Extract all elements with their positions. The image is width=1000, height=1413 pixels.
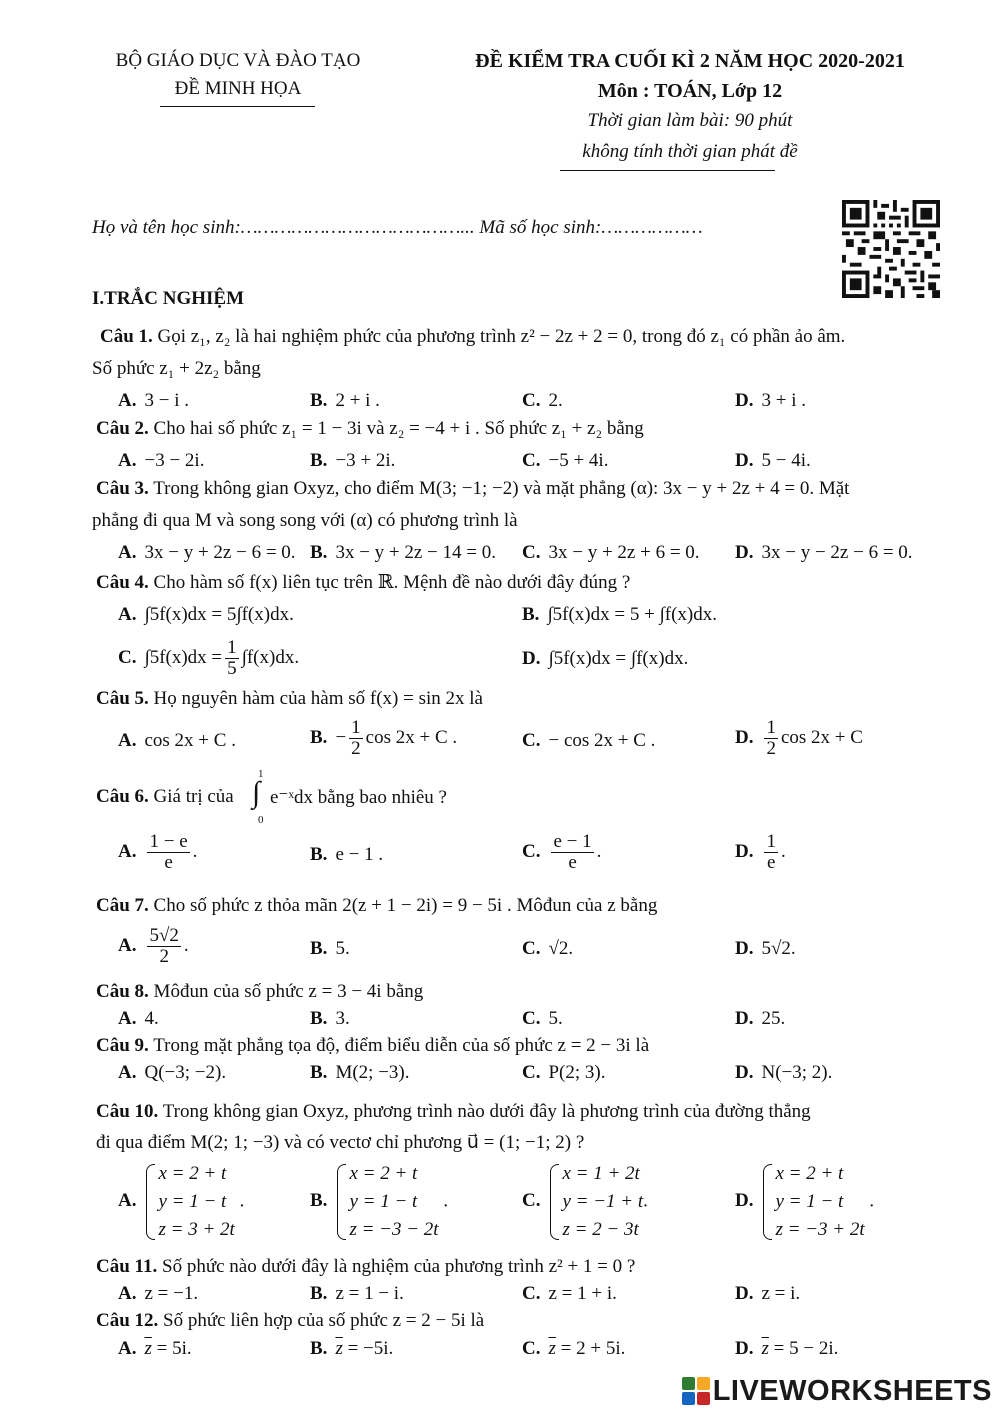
- liveworksheets-icon: [682, 1377, 710, 1405]
- option-a[interactable]: A. 3 − i .: [118, 390, 189, 411]
- option-text: ∫5f(x)dx = ∫f(x)dx.: [548, 648, 689, 669]
- question-text: Trong mặt phẳng tọa độ, điểm biểu diễn của số phức z = 2 − 3i là: [153, 1035, 650, 1056]
- option-text: P(2; 3).: [548, 1062, 606, 1083]
- option-text: 3 + i .: [761, 390, 806, 411]
- question-label: Câu 6.: [96, 786, 149, 807]
- ministry-name: BỘ GIÁO DỤC VÀ ĐÀO TẠO: [115, 50, 361, 71]
- option-text: z = 1 − i.: [335, 1283, 404, 1304]
- option-text: ∫5f(x)dx = 5 + ∫f(x)dx.: [547, 604, 717, 625]
- question-7: [96, 895, 657, 917]
- option-b[interactable]: B. e − 1 .: [310, 844, 384, 865]
- option-text: −3 + 2i.: [335, 450, 396, 471]
- option-c[interactable]: C. √2.: [522, 938, 574, 959]
- question-label: Câu 3.: [96, 478, 149, 499]
- option-text: z = −1.: [144, 1283, 199, 1304]
- question-label: Câu 1.: [100, 326, 153, 347]
- option-text: N(−3; 2).: [761, 1062, 833, 1083]
- question-label: Câu 8.: [96, 981, 149, 1002]
- option-text: 5.: [335, 938, 350, 959]
- option-a[interactable]: A. cos 2x + C .: [118, 730, 236, 751]
- option-text: z = i.: [761, 1283, 801, 1304]
- time-note: không tính thời gian phát đề: [582, 141, 798, 162]
- question-6-rest: e⁻ˣdx bằng bao nhiêu ?: [270, 787, 447, 808]
- option-text: 3x − y − 2z − 6 = 0.: [761, 542, 913, 563]
- option-a[interactable]: A. 4.: [118, 1008, 159, 1029]
- option-text: e − 1 .: [335, 844, 384, 865]
- question-10: [96, 1101, 811, 1123]
- question-text: Cho hai số phức z₁ = 1 − 3i và z₂ = −4 + i . Số phức z₁ + z₂ bằng: [153, 418, 644, 439]
- option-text: −5 + 4i.: [548, 450, 609, 471]
- option-c[interactable]: C. − cos 2x + C .: [522, 730, 656, 751]
- fraction: $\frac{e - 1}{e}$: [553, 831, 592, 873]
- question-label: Câu 9.: [96, 1035, 149, 1056]
- question-12: [96, 1310, 484, 1332]
- question-text: Số phức liên hợp của số phức z = 2 − 5i là: [163, 1310, 485, 1331]
- sample-text: ĐỀ MINH HỌA: [174, 78, 302, 99]
- option-c[interactable]: C. P(2; 3).: [522, 1062, 606, 1083]
- option-b[interactable]: B. − $\frac{1}{2}$ cos 2x + C .: [310, 717, 458, 759]
- option-a[interactable]: A. $\frac{1 - e}{e}$ .: [118, 831, 198, 873]
- question-1-cont: Số phức z₁ + 2z₂ bằng: [92, 358, 261, 379]
- option-d[interactable]: D. 3 + i .: [735, 390, 806, 411]
- equation-system: x = 1 + 2t y = −1 + t z = 2 − 3t: [548, 1160, 643, 1244]
- time-line: Thời gian làm bài: 90 phút: [587, 110, 793, 131]
- question-4: [96, 571, 630, 594]
- option-d[interactable]: D. 5 − 4i.: [735, 450, 811, 471]
- question-label: Câu 11.: [96, 1256, 158, 1277]
- option-b[interactable]: B. $\overline{z} = -5i$.: [310, 1338, 394, 1359]
- option-text: cos 2x + C .: [144, 730, 236, 751]
- option-text: Q(−3; −2).: [144, 1062, 227, 1083]
- option-text: − cos 2x + C .: [548, 730, 656, 751]
- option-c[interactable]: C. 3x − y + 2z + 6 = 0.: [522, 542, 700, 563]
- question-9: [96, 1035, 649, 1057]
- option-a[interactable]: A. Q(−3; −2).: [118, 1062, 227, 1083]
- question-text: Số phức nào dưới đây là nghiệm của phương trình z² + 1 = 0 ?: [162, 1256, 636, 1277]
- fraction: $\frac{1}{2}$: [766, 717, 776, 759]
- fraction: $\frac{1 - e}{e}$: [149, 831, 188, 873]
- liveworksheets-logo[interactable]: [682, 1374, 992, 1408]
- option-a[interactable]: A. $\frac{5√2}{2}$ .: [118, 925, 189, 967]
- option-a[interactable]: A. −3 − 2i.: [118, 450, 205, 471]
- option-d[interactable]: D. x = 2 + t y = 1 − t z = −3 + 2t .: [735, 1160, 874, 1244]
- integral-upper: 1: [258, 768, 264, 780]
- question-text: Gọi z₁, z₂ là hai nghiệm phức của phương trình z² − 2z + 2 = 0, trong đó z₁ có phần ảo âm.: [157, 326, 846, 347]
- fraction: $\frac{1}{5}$: [227, 637, 237, 679]
- exam-title: ĐỀ KIỂM TRA CUỐI KÌ 2 NĂM HỌC 2020-2021: [475, 50, 905, 72]
- option-a[interactable]: A. x = 2 + t y = 1 − t z = 3 + 2t .: [118, 1160, 244, 1244]
- question-text: Trong không gian Oxyz, phương trình nào dưới đây là phương trình của đường thẳng: [162, 1101, 811, 1122]
- option-b[interactable]: B. 5.: [310, 938, 350, 959]
- option-c[interactable]: C. z = 1 + i.: [522, 1283, 617, 1304]
- option-b[interactable]: B. 3x − y + 2z − 14 = 0.: [310, 542, 496, 563]
- question-5: [96, 688, 483, 710]
- option-d[interactable]: D. $\frac{1}{2}$ cos 2x + C: [735, 717, 863, 759]
- option-text: 5 − 4i.: [761, 450, 811, 471]
- section-title: I.TRẮC NGHIỆM: [92, 288, 245, 309]
- question-text: Môđun của số phức z = 3 − 4i bằng: [153, 981, 424, 1002]
- integral-lower: 0: [258, 814, 264, 826]
- option-d[interactable]: D. ∫5f(x)dx = ∫f(x)dx.: [522, 648, 689, 669]
- option-text: 3 − i .: [144, 390, 189, 411]
- option-text: 3x − y + 2z + 6 = 0.: [548, 542, 700, 563]
- option-a[interactable]: A. $\overline{z} = 5i$.: [118, 1338, 192, 1359]
- option-text: 3x − y + 2z − 6 = 0.: [144, 542, 296, 563]
- fraction: $\frac{1}{e}$: [766, 831, 776, 873]
- subject-line: Môn : TOÁN, Lớp 12: [597, 80, 783, 102]
- option-d[interactable]: D. 3x − y − 2z − 6 = 0.: [735, 542, 913, 563]
- brand-name: LIVEWORKSHEETS: [712, 1374, 992, 1407]
- option-b[interactable]: B. 2 + i .: [310, 390, 380, 411]
- option-text: 5√2.: [761, 938, 796, 959]
- option-d[interactable]: D. 5√2.: [735, 938, 796, 959]
- question-10-cont: đi qua điểm M(2; 1; −3) và có vectơ chỉ phương u⃗ = (1; −1; 2) ?: [96, 1132, 585, 1153]
- option-d[interactable]: D. N(−3; 2).: [735, 1062, 833, 1083]
- option-c[interactable]: C. ∫5f(x)dx = $\frac{1}{5}$ ∫f(x)dx.: [118, 637, 300, 679]
- option-d[interactable]: D. $\overline{z} = 5 - 2i$.: [735, 1338, 839, 1359]
- option-d[interactable]: D. 25.: [735, 1008, 786, 1029]
- question-label: Câu 4.: [96, 572, 149, 593]
- header-divider-left: [160, 106, 315, 107]
- question-text: Cho số phức z thỏa mãn 2(z + 1 − 2i) = 9 − 5i . Môđun của z bằng: [153, 895, 658, 916]
- option-a[interactable]: A. ∫5f(x)dx = 5∫f(x)dx.: [118, 604, 294, 625]
- option-text: 2 + i .: [335, 390, 380, 411]
- option-c[interactable]: C. $\frac{e - 1}{e}$ .: [522, 831, 602, 873]
- question-2: [96, 418, 644, 440]
- option-b[interactable]: B. ∫5f(x)dx = 5 + ∫f(x)dx.: [522, 604, 717, 625]
- option-text: 2.: [548, 390, 563, 411]
- integral-sign: ∫: [252, 776, 261, 809]
- option-c[interactable]: C. 5.: [522, 1008, 563, 1029]
- fraction: $\frac{1}{2}$: [351, 717, 361, 759]
- option-text: 3x − y + 2z − 14 = 0.: [335, 542, 496, 563]
- question-label: Câu 2.: [96, 418, 149, 439]
- equation-system: x = 2 + t y = 1 − t z = −3 − 2t: [335, 1160, 438, 1244]
- option-c[interactable]: C. 2.: [522, 390, 563, 411]
- option-d[interactable]: D. $\frac{1}{e}$ .: [735, 831, 786, 873]
- option-d[interactable]: D. z = i.: [735, 1283, 801, 1304]
- option-b[interactable]: B. M(2; −3).: [310, 1062, 410, 1083]
- option-text: 3.: [335, 1008, 350, 1029]
- question-label: Câu 5.: [96, 688, 149, 709]
- option-a[interactable]: A. 3x − y + 2z − 6 = 0.: [118, 542, 296, 563]
- option-b[interactable]: B. z = 1 − i.: [310, 1283, 404, 1304]
- option-c[interactable]: C. $\overline{z} = 2 + 5i$.: [522, 1338, 626, 1359]
- option-text: 4.: [144, 1008, 159, 1029]
- question-text: Họ nguyên hàm của hàm số f(x) = sin 2x là: [153, 688, 483, 709]
- option-text: ∫5f(x)dx = 5∫f(x)dx.: [144, 604, 294, 625]
- option-text: 5.: [548, 1008, 563, 1029]
- qr-code: [842, 200, 940, 298]
- fraction: $\frac{5√2}{2}$: [149, 925, 179, 967]
- question-label: Câu 12.: [96, 1310, 159, 1331]
- question-6: Câu 6. Giá trị của: [96, 786, 234, 807]
- question-3-cont: phẳng đi qua M và song song với (α) có phương trình là: [92, 510, 518, 531]
- question-label: Câu 10.: [96, 1101, 159, 1122]
- question-8: [96, 981, 423, 1003]
- question-11: [96, 1256, 635, 1278]
- option-b[interactable]: B. −3 + 2i.: [310, 450, 396, 471]
- option-c[interactable]: C. −5 + 4i.: [522, 450, 609, 471]
- header-divider-right: [560, 170, 775, 171]
- option-text: −3 − 2i.: [144, 450, 205, 471]
- option-text: z = 1 + i.: [548, 1283, 617, 1304]
- question-1: [100, 326, 845, 348]
- question-label: Câu 7.: [96, 895, 149, 916]
- option-text: √2.: [548, 938, 574, 959]
- option-text: M(2; −3).: [335, 1062, 410, 1083]
- sample-label: [88, 78, 388, 100]
- option-c[interactable]: C. x = 1 + 2t y = −1 + t z = 2 − 3t .: [522, 1160, 648, 1244]
- question-text: Cho hàm số f(x) liên tục trên ℝ. Mệnh đề nào dưới đây đúng ?: [153, 572, 631, 593]
- option-b[interactable]: B. 3.: [310, 1008, 350, 1029]
- option-b[interactable]: B. x = 2 + t y = 1 − t z = −3 − 2t .: [310, 1160, 448, 1244]
- question-3: [96, 478, 849, 500]
- option-a[interactable]: A. z = −1.: [118, 1283, 199, 1304]
- question-text: Trong không gian Oxyz, cho điểm M(3; −1; −2) và mặt phẳng (α): 3x − y + 2z + 4 = 0. Mặt: [153, 478, 850, 499]
- student-info-line: Họ và tên học sinh:…………………………………... Mã số học sinh:………………: [92, 217, 703, 238]
- equation-system: x = 2 + t y = 1 − t z = 3 + 2t: [144, 1160, 234, 1244]
- equation-system: x = 2 + t y = 1 − t z = −3 + 2t: [761, 1160, 864, 1244]
- option-text: 25.: [761, 1008, 786, 1029]
